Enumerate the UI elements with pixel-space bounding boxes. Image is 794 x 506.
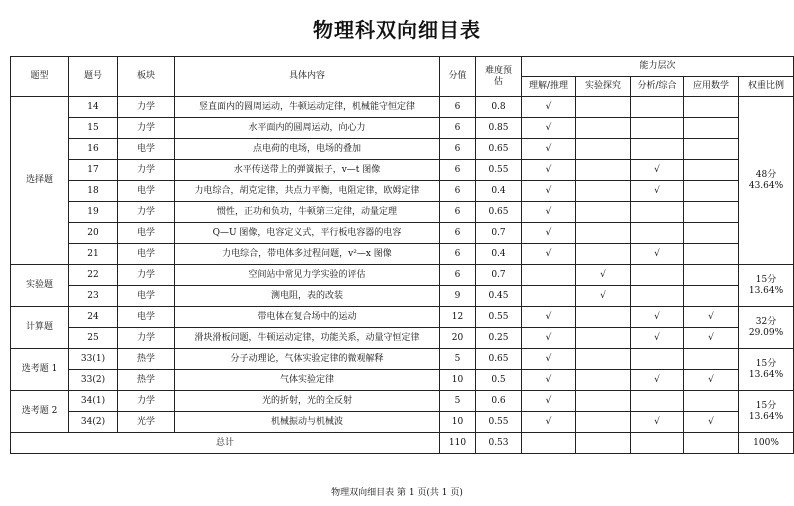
ability-mark-cell	[684, 391, 739, 412]
ability-mark-cell: √	[522, 349, 576, 370]
ability-mark-cell	[522, 265, 576, 286]
ability-mark-cell: √	[576, 286, 631, 307]
total-difficulty-cell: 0.53	[476, 433, 522, 454]
content-cell: 滑块滑板问题，牛顿运动定律，功能关系，动量守恒定律	[175, 328, 440, 349]
table-row	[11, 370, 794, 391]
content-cell: 力电综合，胡克定律，共点力平衡，电阻定律，欧姆定律	[175, 181, 440, 202]
score-cell: 6	[440, 223, 476, 244]
ability-mark-cell	[576, 202, 631, 223]
table-row	[11, 118, 794, 139]
ability-mark-cell: √	[522, 391, 576, 412]
ability-mark-cell: √	[684, 370, 739, 391]
difficulty-cell: 0.55	[476, 160, 522, 181]
ability-mark-cell	[576, 160, 631, 181]
ability-mark-cell	[684, 223, 739, 244]
ability-mark-cell: √	[522, 97, 576, 118]
ability-mark-cell	[522, 286, 576, 307]
question-type-cell: 实验题	[11, 265, 69, 307]
ability-mark-cell	[684, 349, 739, 370]
ability-mark-cell	[522, 433, 576, 454]
content-cell: 竖直面内的圆周运动，牛顿运动定律，机械能守恒定律	[175, 97, 440, 118]
ability-mark-cell: √	[522, 307, 576, 328]
ability-mark-cell	[576, 223, 631, 244]
question-number-cell: 17	[69, 160, 118, 181]
score-cell: 6	[440, 181, 476, 202]
ability-mark-cell: √	[522, 244, 576, 265]
header-weight: 权重比例	[739, 77, 794, 97]
question-number-cell: 18	[69, 181, 118, 202]
question-number-cell: 33(2)	[69, 370, 118, 391]
ability-mark-cell: √	[684, 307, 739, 328]
ability-mark-cell	[576, 433, 631, 454]
score-cell: 6	[440, 139, 476, 160]
header-ability-0: 理解/推理	[522, 77, 576, 97]
module-cell: 力学	[118, 265, 175, 286]
table-row	[11, 223, 794, 244]
module-cell: 力学	[118, 97, 175, 118]
ability-mark-cell	[631, 391, 684, 412]
ability-mark-cell	[576, 97, 631, 118]
ability-mark-cell	[631, 349, 684, 370]
ability-mark-cell: √	[522, 160, 576, 181]
ability-mark-cell	[576, 328, 631, 349]
content-cell: 水平传送带上的弹簧振子，v—t 图像	[175, 160, 440, 181]
module-cell: 力学	[118, 202, 175, 223]
difficulty-cell: 0.5	[476, 370, 522, 391]
table-row	[11, 139, 794, 160]
ability-mark-cell: √	[522, 223, 576, 244]
difficulty-cell: 0.7	[476, 265, 522, 286]
question-number-cell: 34(1)	[69, 391, 118, 412]
question-number-cell: 22	[69, 265, 118, 286]
content-cell: 空间站中常见力学实验的评估	[175, 265, 440, 286]
question-number-cell: 19	[69, 202, 118, 223]
header-ability-1: 实验探究	[576, 77, 631, 97]
ability-mark-cell	[631, 202, 684, 223]
header-score: 分值	[440, 57, 476, 97]
header-content: 具体内容	[175, 57, 440, 97]
module-cell: 电学	[118, 181, 175, 202]
ability-mark-cell	[576, 307, 631, 328]
ability-mark-cell	[684, 244, 739, 265]
module-cell: 电学	[118, 286, 175, 307]
difficulty-cell: 0.85	[476, 118, 522, 139]
ability-mark-cell: √	[631, 370, 684, 391]
score-cell: 9	[440, 286, 476, 307]
ability-mark-cell	[631, 286, 684, 307]
weight-cell	[739, 307, 794, 349]
ability-mark-cell	[631, 433, 684, 454]
difficulty-cell: 0.65	[476, 139, 522, 160]
score-cell: 6	[440, 244, 476, 265]
ability-mark-cell	[684, 286, 739, 307]
ability-mark-cell: √	[576, 265, 631, 286]
question-type-cell: 选考题 1	[11, 349, 69, 391]
weight-percent: 13.64%	[748, 411, 784, 422]
content-cell: 惯性，正功和负功，牛顿第三定律，动量定理	[175, 202, 440, 223]
total-weight-cell: 100%	[739, 433, 794, 454]
ability-mark-cell: √	[684, 412, 739, 433]
question-number-cell: 14	[69, 97, 118, 118]
table-body	[11, 97, 794, 454]
module-cell: 电学	[118, 307, 175, 328]
module-cell: 电学	[118, 244, 175, 265]
ability-mark-cell: √	[522, 202, 576, 223]
weight-percent: 43.64%	[748, 180, 784, 191]
question-number-cell: 24	[69, 307, 118, 328]
table-row	[11, 265, 794, 286]
question-number-cell: 21	[69, 244, 118, 265]
ability-mark-cell: √	[522, 370, 576, 391]
ability-mark-cell	[576, 349, 631, 370]
question-number-cell: 15	[69, 118, 118, 139]
total-row	[11, 433, 794, 454]
header-module: 板块	[118, 57, 175, 97]
weight-cell	[739, 349, 794, 391]
ability-mark-cell	[631, 139, 684, 160]
ability-mark-cell	[631, 97, 684, 118]
weight-cell	[739, 97, 794, 265]
question-type-cell: 计算题	[11, 307, 69, 349]
table-row	[11, 328, 794, 349]
weight-score: 15分	[755, 274, 777, 285]
module-cell: 电学	[118, 223, 175, 244]
header-ability: 能力层次	[522, 57, 794, 77]
content-cell: 气体实验定律	[175, 370, 440, 391]
difficulty-cell: 0.8	[476, 97, 522, 118]
ability-mark-cell	[684, 265, 739, 286]
question-number-cell: 25	[69, 328, 118, 349]
ability-mark-cell	[576, 244, 631, 265]
ability-mark-cell	[684, 202, 739, 223]
score-cell: 6	[440, 118, 476, 139]
module-cell: 热学	[118, 349, 175, 370]
header-difficulty: 难度预估	[476, 57, 522, 97]
score-cell: 6	[440, 160, 476, 181]
ability-mark-cell: √	[522, 328, 576, 349]
question-type-cell: 选考题 2	[11, 391, 69, 433]
score-cell: 10	[440, 412, 476, 433]
module-cell: 力学	[118, 160, 175, 181]
difficulty-cell: 0.4	[476, 244, 522, 265]
ability-mark-cell: √	[631, 181, 684, 202]
total-label-cell: 总计	[11, 433, 440, 454]
table-row	[11, 412, 794, 433]
score-cell: 12	[440, 307, 476, 328]
difficulty-cell: 0.65	[476, 349, 522, 370]
difficulty-cell: 0.55	[476, 412, 522, 433]
score-cell: 6	[440, 202, 476, 223]
question-number-cell: 20	[69, 223, 118, 244]
score-cell: 5	[440, 349, 476, 370]
score-cell: 20	[440, 328, 476, 349]
ability-mark-cell: √	[522, 139, 576, 160]
question-type-cell: 选择题	[11, 97, 69, 265]
header-ability-3: 应用数学	[684, 77, 739, 97]
ability-mark-cell	[684, 97, 739, 118]
ability-mark-cell	[576, 370, 631, 391]
question-number-cell: 33(1)	[69, 349, 118, 370]
ability-mark-cell: √	[631, 328, 684, 349]
score-cell: 10	[440, 370, 476, 391]
ability-mark-cell	[684, 160, 739, 181]
ability-mark-cell	[576, 412, 631, 433]
table-row	[11, 349, 794, 370]
difficulty-cell: 0.6	[476, 391, 522, 412]
ability-mark-cell: √	[684, 328, 739, 349]
weight-score: 48分	[755, 169, 777, 180]
content-cell: 光的折射，光的全反射	[175, 391, 440, 412]
module-cell: 力学	[118, 328, 175, 349]
ability-mark-cell	[631, 265, 684, 286]
score-cell: 6	[440, 97, 476, 118]
question-number-cell: 34(2)	[69, 412, 118, 433]
weight-score: 15分	[755, 400, 777, 411]
table-row	[11, 244, 794, 265]
content-cell: 分子动理论，气体实验定律的微观解释	[175, 349, 440, 370]
module-cell: 力学	[118, 118, 175, 139]
table-row	[11, 202, 794, 223]
table-row	[11, 97, 794, 118]
difficulty-cell: 0.25	[476, 328, 522, 349]
score-cell: 5	[440, 391, 476, 412]
weight-percent: 13.64%	[748, 285, 784, 296]
module-cell: 电学	[118, 139, 175, 160]
ability-mark-cell	[684, 181, 739, 202]
difficulty-cell: 0.55	[476, 307, 522, 328]
ability-mark-cell	[576, 118, 631, 139]
difficulty-cell: 0.65	[476, 202, 522, 223]
weight-percent: 13.64%	[748, 369, 784, 380]
ability-mark-cell: √	[522, 118, 576, 139]
table-row	[11, 181, 794, 202]
total-score-cell: 110	[440, 433, 476, 454]
weight-score: 32分	[755, 316, 777, 327]
module-cell: 光学	[118, 412, 175, 433]
content-cell: 力电综合，带电体多过程问题，v²—x 图像	[175, 244, 440, 265]
ability-mark-cell	[576, 391, 631, 412]
question-number-cell: 16	[69, 139, 118, 160]
ability-mark-cell	[684, 118, 739, 139]
weight-score: 15分	[755, 358, 777, 369]
module-cell: 力学	[118, 391, 175, 412]
weight-cell	[739, 265, 794, 307]
spec-table	[10, 56, 794, 454]
question-number-cell: 23	[69, 286, 118, 307]
content-cell: 水平面内的圆周运动，向心力	[175, 118, 440, 139]
ability-mark-cell	[631, 223, 684, 244]
ability-mark-cell	[576, 181, 631, 202]
content-cell: 点电荷的电场，电场的叠加	[175, 139, 440, 160]
ability-mark-cell	[684, 139, 739, 160]
weight-cell	[739, 391, 794, 433]
ability-mark-cell: √	[522, 412, 576, 433]
table-row	[11, 286, 794, 307]
ability-mark-cell: √	[631, 307, 684, 328]
module-cell: 热学	[118, 370, 175, 391]
difficulty-cell: 0.4	[476, 181, 522, 202]
content-cell: 机械振动与机械波	[175, 412, 440, 433]
table-row	[11, 307, 794, 328]
ability-mark-cell: √	[522, 181, 576, 202]
table-row	[11, 160, 794, 181]
difficulty-cell: 0.45	[476, 286, 522, 307]
ability-mark-cell	[684, 433, 739, 454]
page-title: 物理科双向细目表	[313, 18, 481, 42]
ability-mark-cell: √	[631, 412, 684, 433]
header-type: 题型	[11, 57, 69, 97]
header-ability-2: 分析/综合	[631, 77, 684, 97]
weight-percent: 29.09%	[748, 327, 784, 338]
ability-mark-cell: √	[631, 160, 684, 181]
difficulty-cell: 0.7	[476, 223, 522, 244]
score-cell: 6	[440, 265, 476, 286]
content-cell: 测电阻，表的改装	[175, 286, 440, 307]
header-number: 题号	[69, 57, 118, 97]
ability-mark-cell: √	[631, 244, 684, 265]
ability-mark-cell	[576, 139, 631, 160]
table-row	[11, 391, 794, 412]
content-cell: Q—U 图像，电容定义式，平行板电容器的电容	[175, 223, 440, 244]
ability-mark-cell	[631, 118, 684, 139]
content-cell: 带电体在复合场中的运动	[175, 307, 440, 328]
page-footer: 物理双向细目表 第 1 页(共 1 页)	[331, 488, 463, 498]
